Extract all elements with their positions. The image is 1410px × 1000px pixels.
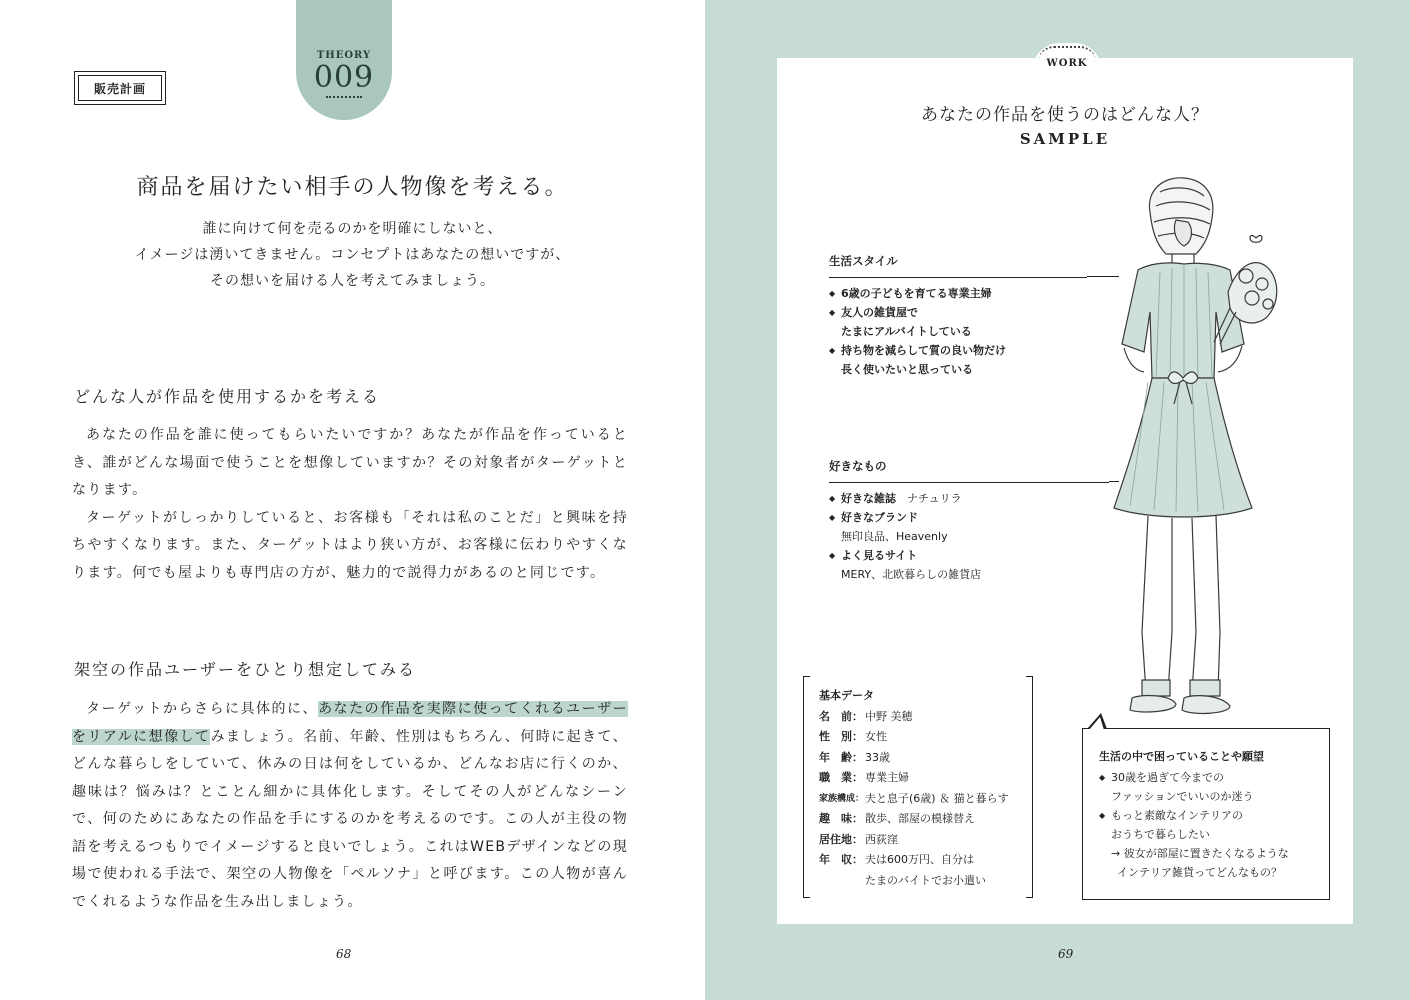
lifestyle-item: ◆ 6歳の子どもを育てる専業主婦 — [829, 284, 1087, 303]
theory-dots — [326, 96, 362, 98]
work-label: WORK — [1046, 58, 1088, 69]
section2-paragraph — [72, 696, 628, 916]
lifestyle-block — [829, 252, 1087, 379]
basic-data-row — [819, 748, 1009, 769]
theory-tab — [296, 0, 392, 120]
favorites-leader-line — [1109, 481, 1119, 482]
lead-line: その想いを届ける人を考えてみましょう。 — [210, 273, 495, 289]
favorites-label: 好きな雑誌 — [841, 492, 896, 505]
troubles-arrow-line: インテリア雑貨ってどんなもの？ — [1117, 866, 1282, 879]
basic-data-key: 居住地： — [819, 832, 863, 846]
basic-data-value: 散歩、部屋の模様替え — [865, 812, 975, 825]
lifestyle-item-sub: たまにアルバイトしている — [841, 325, 972, 338]
lifestyle-item: ◆ 持ち物を減らして質の良い物だけ — [829, 341, 1087, 360]
basic-data-row — [819, 871, 1009, 892]
lifestyle-title: 生活スタイル — [829, 254, 898, 268]
favorites-value: MERY、北欧暮らしの雑貨店 — [841, 568, 982, 581]
section1-body — [72, 422, 628, 587]
lifestyle-item-sub: 長く使いたいと思っている — [841, 363, 973, 376]
favorites-block — [829, 457, 1109, 584]
basic-data-key: 職 業： — [819, 771, 863, 784]
troubles-content — [1099, 747, 1289, 882]
favorites-label: ◆ よく見るサイト — [829, 546, 1109, 565]
lead-line: 誰に向けて何を売るのかを明確にしないと、 — [202, 221, 503, 237]
section1-paragraph: あなたの作品を誰に使ってもらいたいですか？あなたが作品を作っているとき、誰がどんな場面で使うことを想像していますか？その対象者がターゲットとなります。 — [72, 427, 628, 498]
basic-data-key: 家族構成： — [819, 793, 865, 804]
favorites-item — [829, 489, 1109, 508]
basic-data-value: 中野 美穂 — [865, 709, 913, 723]
basic-data-row — [819, 809, 1009, 830]
basic-data-value: 夫は600万円、自分は — [865, 853, 974, 866]
lead-text — [0, 216, 705, 294]
theory-label: THEORY — [316, 50, 372, 61]
basic-data-value: 西荻窪 — [865, 832, 898, 846]
basic-data-key: 年 収： — [819, 853, 863, 866]
troubles-title: 生活の中で困っていることや願望 — [1099, 750, 1264, 763]
section2-text-after: みましょう。名前、年齢、性別はもちろん、何時に起きて、どんな暮らしをしていて、休みの日は何をしているか、どんなお店に行くのか、趣味は？悩みは？とことん細かに具体化します。そしてその人がどんなシーンで、何のためにあなたの作品を手にするのかを考えるのです。この人が主役の物語を考えるつもりでイメージすると良いでしょう。これはWEBデザインなどの現場で使われる手法で、架空の人物像を「ペルソナ」と呼びます。この人物が喜んでくれるような作品を生み出しましょう。 — [72, 728, 628, 910]
basic-data-key — [819, 871, 865, 892]
basic-data-row — [819, 727, 1009, 748]
basic-data-row — [819, 830, 1009, 851]
theory-number: 009 — [313, 60, 375, 95]
lead-line: イメージは湧いてきません。コンセプトはあなたの想いですが、 — [134, 247, 571, 263]
section1-paragraph: ターゲットがしっかりしていると、お客様も「それは私のことだ」と興味を持ちやすくなります。また、ターゲットはより狭い方が、お客様に伝わりやすくなります。何でも屋よりも専門店の方が、魅力的で説得力があるのと同じです。 — [72, 509, 628, 581]
basic-data-key: 年 齢： — [819, 750, 863, 764]
woman-illustration — [1080, 172, 1290, 732]
troubles-bubble — [1082, 728, 1330, 900]
basic-data-value: 女性 — [865, 730, 887, 743]
favorites-rule — [829, 482, 1109, 483]
troubles-item-sub: おうちで暮らしたい — [1111, 828, 1210, 841]
page-number-right: 69 — [1058, 947, 1074, 961]
favorites-title: 好きなもの — [829, 459, 887, 473]
favorites-label: ◆ 好きなブランド — [829, 508, 1109, 527]
troubles-item: ◆ もっと素敵なインテリアの — [1099, 806, 1289, 825]
troubles-item-sub: ファッションでいいのか迷う — [1111, 790, 1254, 803]
basic-data-row — [819, 789, 1009, 810]
basic-data-row — [819, 768, 1009, 789]
category-label: 販売計画 — [74, 71, 166, 105]
troubles-item: ◆ 30歳を過ぎて今までの — [1099, 768, 1289, 787]
section2-text-before: ターゲットからさらに具体的に、 — [86, 701, 319, 717]
basic-data-key: 名 前： — [819, 709, 863, 723]
lifestyle-rule — [829, 277, 1087, 278]
work-tab-dots — [1038, 46, 1096, 62]
basic-data-row — [819, 707, 1009, 728]
basic-data-value: 夫と息子(6歳) ＆ 猫と暮らす — [865, 791, 1009, 805]
favorites-value: 無印良品、Heavenly — [841, 530, 948, 543]
section2-body — [72, 696, 628, 916]
bracket-right — [1026, 676, 1033, 898]
basic-data-key: 性 別： — [819, 730, 863, 743]
basic-data-key: 趣 味： — [819, 812, 863, 825]
section2-highlight: あなたの作品を実際に使ってくれるユーザーをリアルに想像して — [72, 701, 628, 745]
sample-label: SAMPLE — [1019, 130, 1111, 148]
basic-data-value: 33歳 — [865, 750, 890, 764]
section2-title: 架空の作品ユーザーをひとり想定してみる — [74, 660, 417, 679]
favorites-value: ナチュリラ — [907, 492, 962, 505]
page-heading: 商品を届けたい相手の人物像を考える。 — [136, 175, 569, 200]
bracket-left — [803, 676, 810, 898]
page-number-left: 68 — [336, 947, 352, 961]
bubble-tail-inner — [1089, 717, 1104, 730]
lifestyle-leader-line — [1087, 276, 1119, 277]
basic-data-value: たまのバイトでお小遣い — [865, 873, 986, 887]
troubles-arrow-line: → 彼女が部屋に置きたくなるような — [1111, 847, 1289, 860]
basic-data-title: 基本データ — [819, 689, 874, 702]
basic-data-block — [803, 676, 1033, 898]
basic-data-row — [819, 850, 1009, 871]
basic-data-content — [819, 686, 1009, 891]
basic-data-value: 専業主婦 — [865, 771, 909, 784]
lifestyle-item: ◆ 友人の雑貨屋で — [829, 303, 1087, 322]
section1-title: どんな人が作品を使用するかを考える — [74, 387, 381, 406]
question-title: あなたの作品を使うのはどんな人？ — [921, 105, 1209, 125]
